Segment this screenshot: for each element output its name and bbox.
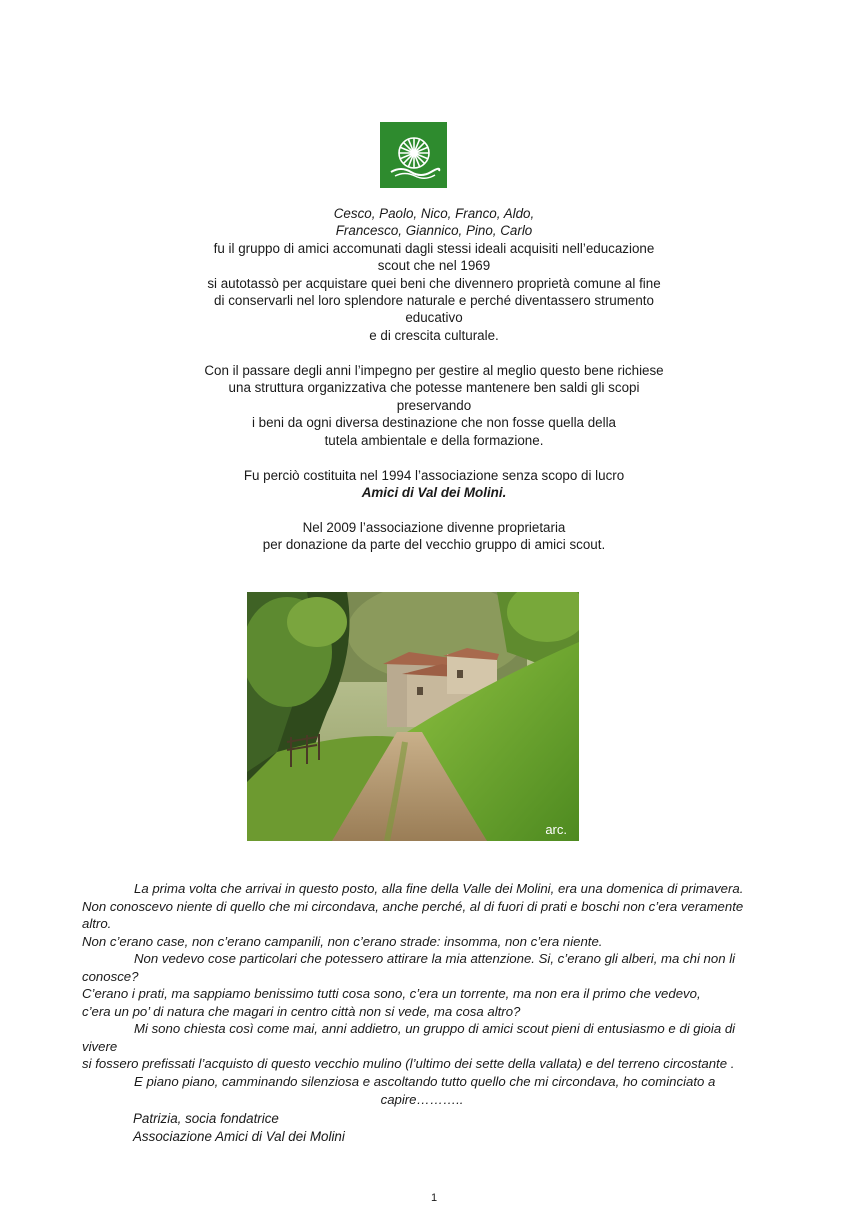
- story-paragraph-1: [82, 880, 762, 951]
- founders-names: [130, 205, 738, 344]
- intro-line: fu il gruppo di amici accomunati dagli stessi ideali acquisiti nell’educazione: [213, 240, 655, 256]
- mill-photo: [247, 592, 579, 841]
- intro-line: di conservarli nel loro splendore naturale e perché diventassero strumento: [214, 293, 654, 309]
- photo-credit: arc.: [545, 822, 567, 837]
- story-line: capire………..: [380, 1091, 464, 1107]
- association-logo: [380, 122, 447, 188]
- story-line: Mi sono chiesta così come mai, anni addietro, un gruppo di amici scout pieni di entusiasmo e di gioia di vivere: [82, 1021, 736, 1054]
- foundation-line: Fu perciò costituita nel 1994 l’associazione senza scopo di lucro: [243, 468, 625, 483]
- story-line: Non c’erano case, non c’erano campanili, non c’erano strade: insomma, non c’era niente.: [82, 934, 603, 950]
- history-line: Con il passare degli anni l’impegno per gestire al meglio questo bene richiese: [204, 363, 664, 378]
- intro-line: e di crescita culturale.: [369, 327, 499, 343]
- intro-line: scout che nel 1969: [377, 258, 491, 274]
- intro-line: si autotassò per acquistare quei beni che divennero proprietà comune al fine: [207, 275, 661, 291]
- intro-line: educativo: [405, 310, 463, 326]
- history-line: i beni da ogni diversa destinazione che non fosse quella della: [251, 415, 617, 431]
- history-line: preservando: [396, 397, 472, 413]
- mill-wheel-icon: [387, 130, 441, 180]
- page-number: 1: [430, 1192, 438, 1204]
- story-line: La prima volta che arrivai in questo posto, alla fine della Valle dei Molini, era una domenica di primavera.: [134, 881, 744, 896]
- story-paragraph-3: [82, 1020, 762, 1073]
- names-line: Francesco, Giannico, Pino, Carlo: [335, 223, 533, 239]
- history-line: una struttura organizzativa che potesse mantenere ben saldi gli scopi: [228, 380, 640, 396]
- association-name: Amici di Val dei Molini.: [361, 485, 507, 501]
- names-line: Cesco, Paolo, Nico, Franco, Aldo,: [333, 206, 535, 221]
- history-paragraph: [130, 362, 738, 449]
- story-line: C’erano i prati, ma sappiamo benissimo tutti cosa sono, c’era un torrente, ma non era il primo che vedevo,: [82, 986, 701, 1002]
- donation-paragraph: [130, 519, 738, 554]
- story-line: si fossero prefissati l’acquisto di questo vecchio mulino (l’ultimo dei sette della vallata) e del terreno circostante .: [82, 1056, 735, 1072]
- signature: [133, 1110, 345, 1145]
- story-line: E piano piano, camminando silenziosa e ascoltando tutto quello che mi circondava, ho cominciato a: [134, 1074, 716, 1089]
- foundation-paragraph: [130, 467, 738, 502]
- story-paragraph-4: [82, 1073, 762, 1108]
- story-line: c’era un po’ di natura che magari in centro città non si vede, ma cosa altro?: [82, 1004, 521, 1020]
- signature-association: Associazione Amici di Val dei Molini: [133, 1128, 345, 1144]
- signature-name: Patrizia, socia fondatrice: [133, 1111, 279, 1126]
- history-line: tutela ambientale e della formazione.: [324, 432, 544, 448]
- story-line: Non conoscevo niente di quello che mi circondava, anche perché, al di fuori di prati e boschi non c’era veramente altro.: [82, 898, 744, 932]
- donation-line: per donazione da parte del vecchio gruppo di amici scout.: [262, 537, 606, 553]
- story-line: Non vedevo cose particolari che potessero attirare la mia attenzione. Si, c’erano gli alberi, ma chi non li conosce?: [82, 951, 736, 984]
- story-paragraph-2: [82, 950, 762, 1021]
- donation-line: Nel 2009 l’associazione divenne proprietaria: [302, 520, 566, 535]
